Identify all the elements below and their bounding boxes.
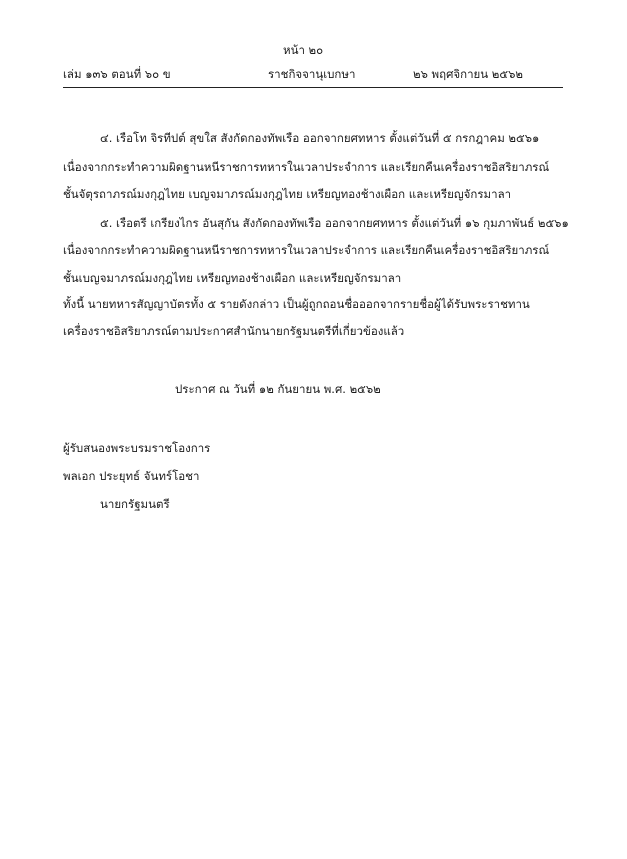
item4-line3: ชั้นจัตุรถาภรณ์มงกุฎไทย เบญจมาภรณ์มงกุฎไทย เหรียญทองช้างเผือก และเหรียญจักรมาลา bbox=[63, 187, 512, 201]
item4-line1: ๔. เรือโท จิรทีปต์ สุขใส สังกัดกองทัพเรือ ออกจากยศทหาร ตั้งแต่วันที่ ๕ กรกฎาคม ๒๕๖๑ bbox=[100, 131, 540, 145]
volume-info: เล่ม ๑๓๖ ตอนที่ ๖๐ ข bbox=[63, 67, 171, 81]
page-number: หน้า ๒๐ bbox=[283, 43, 324, 57]
item5-line3: ชั้นเบญจมาภรณ์มงกุฎไทย เหรียญทองช้างเผือก และเหรียญจักรมาลา bbox=[63, 271, 402, 285]
item5-line1: ๕. เรือตรี เกรียงไกร อันสุกัน สังกัดกองทัพเรือ ออกจากยศทหาร ตั้งแต่วันที่ ๑๖ กุมภาพันธ์ ๒๕๖๑ bbox=[100, 216, 569, 230]
journal-name: ราชกิจจานุเบกษา bbox=[268, 67, 356, 81]
countersign-label: ผู้รับสนองพระบรมราชโองการ bbox=[63, 441, 211, 455]
item4-line2: เนื่องจากกระทำความผิดฐานหนีราชการทหารในเวลาประจำการ และเรียกคืนเครื่องราชอิสริยาภรณ์ bbox=[63, 160, 550, 174]
signatory-title: นายกรัฐมนตรี bbox=[100, 497, 170, 511]
announcement-date: ประกาศ ณ วันที่ ๑๒ กันยายน พ.ศ. ๒๕๖๒ bbox=[175, 382, 381, 396]
item5-line2: เนื่องจากกระทำความผิดฐานหนีราชการทหารในเวลาประจำการ และเรียกคืนเครื่องราชอิสริยาภรณ์ bbox=[63, 243, 550, 257]
header-divider bbox=[63, 87, 563, 88]
signatory-name: พลเอก ประยุทธ์ จันทร์โอชา bbox=[63, 469, 200, 483]
publication-date: ๒๖ พฤศจิกายน ๒๕๖๒ bbox=[413, 67, 523, 81]
closing-line1: ทั้งนี้ นายทหารสัญญาบัตรทั้ง ๕ รายดังกล่าว เป็นผู้ถูกถอนชื่อออกจากรายชื่อผู้ได้รับพระราชทาน bbox=[63, 297, 530, 311]
closing-line2: เครื่องราชอิสริยาภรณ์ตามประกาศสำนักนายกรัฐมนตรีที่เกี่ยวข้องแล้ว bbox=[63, 324, 405, 338]
